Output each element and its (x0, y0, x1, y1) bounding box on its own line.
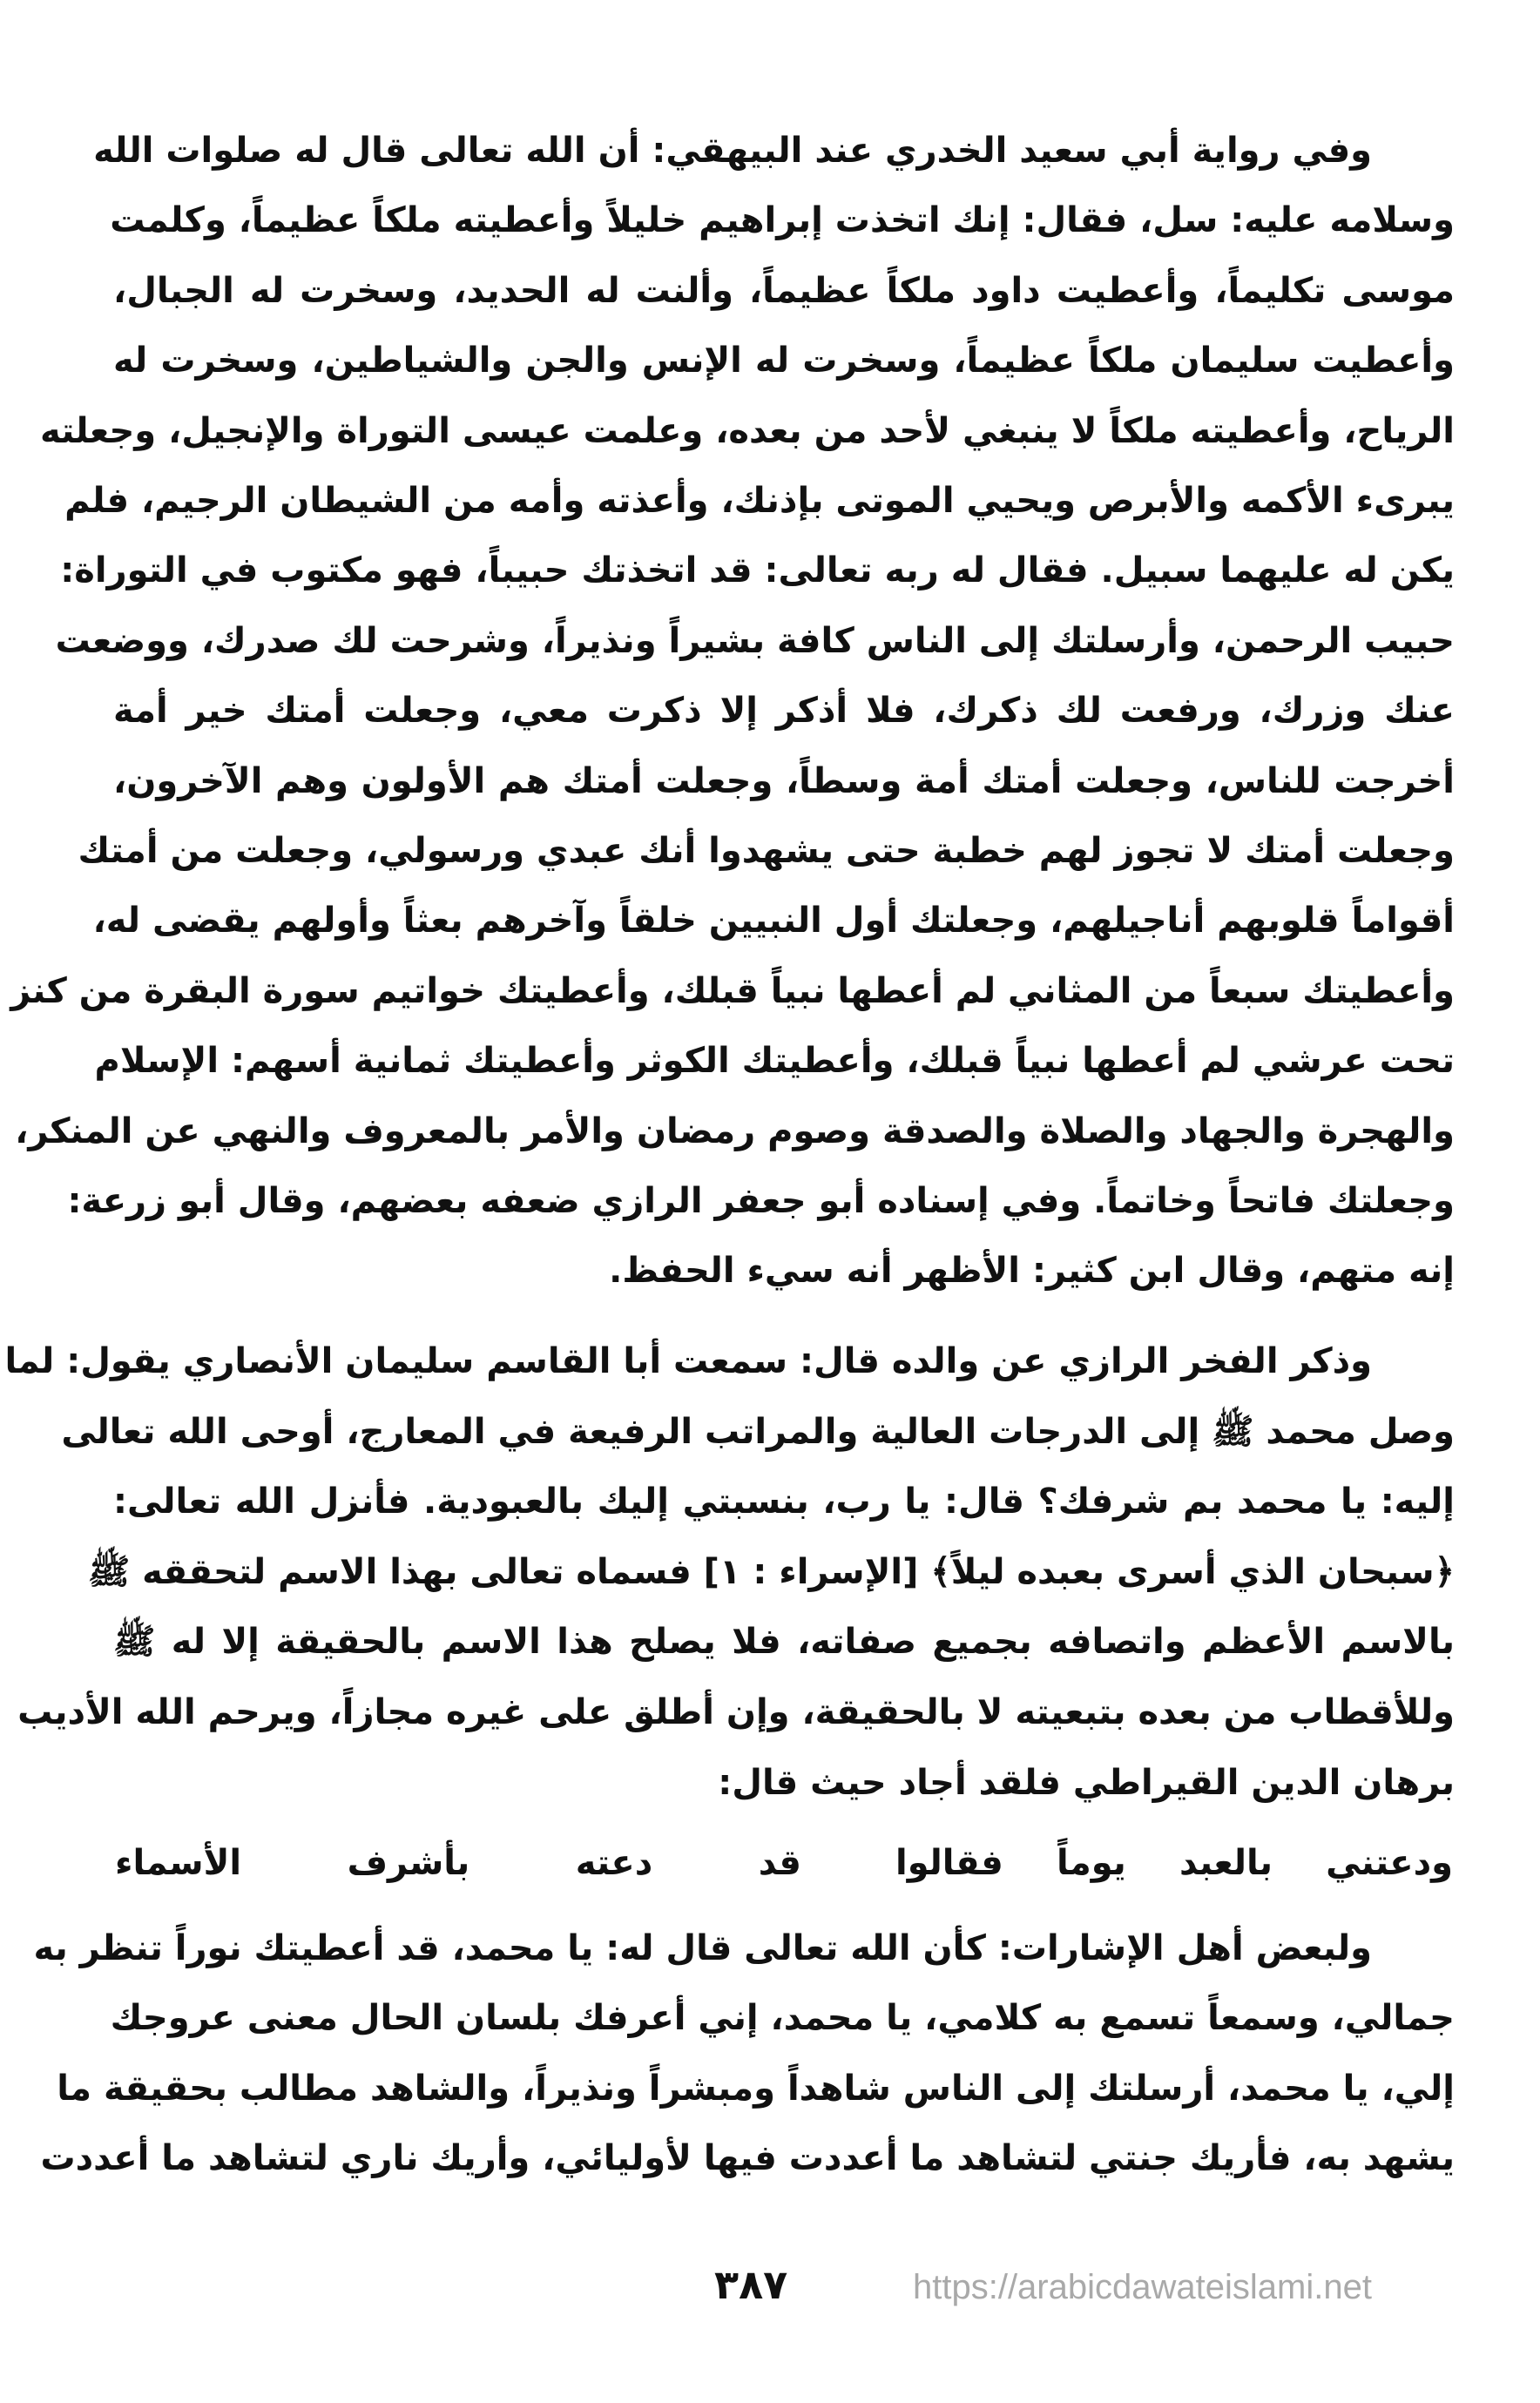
text-line: الرياح، وأعطيته ملكاً لا ينبغي لأحد من بعده، وعلمت عيسى التوراة والإنجيل، وجعلته (39, 410, 1455, 451)
text-line: وصل محمد ﷺ إلى الدرجات العالية والمراتب الرفيعة في المعارج، أوحى الله تعالى (61, 1411, 1455, 1452)
text-line: يشهد به، فأريك جنتي لتشاهد ما أعددت فيها لأوليائي، وأريك ناري لتشاهد ما أعددت (40, 2137, 1455, 2178)
text-line: وجعلتك فاتحاً وخاتماً. وفي إسناده أبو جعفر الرازي ضعفه بعضهم، وقال أبو زرعة: (67, 1181, 1455, 1221)
text-line: بالاسم الأعظم واتصافه بجميع صفاته، فلا يصلح هذا الاسم بالحقيقة إلا له ﷺ (113, 1622, 1455, 1663)
text-line: إنه متهم، وقال ابن كثير: الأظهر أنه سيء الحفظ. (609, 1251, 1455, 1292)
text-line: والهجرة والجهاد والصلاة والصدقة وصوم رمضان والأمر بالمعروف والنهي عن المنكر، (15, 1110, 1455, 1151)
text-line: حبيب الرحمن، وأرسلتك إلى الناس كافة بشيراً ونذيراً، وشرحت لك صدرك، ووضعت (55, 620, 1455, 661)
text-line: إليه: يا محمد بم شرفك؟ قال: يا رب، بنسبتي إليك بالعبودية. فأنزل الله تعالى: (113, 1482, 1455, 1522)
text-line: تحت عرشي لم أعطها نبياً قبلك، وأعطيتك الكوثر وأعطيتك ثمانية أسهم: الإسلام (94, 1041, 1455, 1082)
text-line: وأعطيتك سبعاً من المثاني لم أعطها نبياً قبلك، وأعطيتك خواتيم سورة البقرة من كنز (10, 970, 1455, 1011)
text-line: عنك وزرك، ورفعت لك ذكرك، فلا أذكر إلا ذكرت معي، وجعلت أمتك خير أمة (113, 691, 1455, 732)
text-line: ﴿سبحان الذي أسرى بعبده ليلاً﴾ [الإسراء : ١] فسماه تعالى بهذا الاسم لتحققه ﷺ (87, 1551, 1455, 1592)
text-line: ولبعض أهل الإشارات: كأن الله تعالى قال له: يا محمد، قد أعطيتك نوراً تنظر به (33, 1928, 1372, 1968)
text-line: إلي، يا محمد، أرسلتك إلى الناس شاهداً ومبشراً ونذيراً، والشاهد مطالب بحقيقة ما (57, 2068, 1455, 2109)
watermark-url: https://arabicdawateislami.net (913, 2268, 1372, 2306)
text-line: وذكر الفخر الرازي عن والده قال: سمعت أبا القاسم سليمان الأنصاري يقول: لما (4, 1341, 1372, 1381)
text-line: وجعلت أمتك لا تجوز لهم خطبة حتى يشهدوا أنك عبدي ورسولي، وجعلت من أمتك (78, 831, 1455, 871)
text-line: وللأقطاب من بعده بتبعيته لا بالحقيقة، وإن أطلق على غيره مجازاً، ويرحم الله الأديب (17, 1692, 1455, 1732)
text-line: يبرىء الأكمه والأبرص ويحيي الموتى بإذنك، وأعذته وأمه من الشيطان الرجيم، فلم (64, 481, 1455, 521)
text-line: يكن له عليهما سبيل. فقال له ربه تعالى: قد اتخذتك حبيباً، فهو مكتوب في التوراة: (60, 550, 1455, 591)
text-line: وسلامه عليه: سل، فقال: إنك اتخذت إبراهيم خليلاً وأعطيته ملكاً عظيماً، وكلمت (110, 200, 1455, 241)
text-line: وفي رواية أبي سعيد الخدري عند البيهقي: أن الله تعالى قال له صلوات الله (93, 131, 1372, 171)
verse-second-hemistich: قد دعته بأشرف الأسماء (115, 1843, 801, 1883)
text-line: جمالي، وسمعاً تسمع به كلامي، يا محمد، إني أعرفك بلسان الحال معنى عروجك (110, 1998, 1455, 2039)
text-line: برهان الدين القيراطي فلقد أجاد حيث قال: (718, 1762, 1455, 1803)
text-line: وأعطيت سليمان ملكاً عظيماً، وسخرت له الإنس والجن والشياطين، وسخرت له (113, 341, 1455, 381)
text-line: أقواماً قلوبهم أناجيلهم، وجعلتك أول النبيين خلقاً وآخرهم بعثاً وأولهم يقضى له، (92, 901, 1455, 942)
text-line: موسى تكليماً، وأعطيت داود ملكاً عظيماً، وألنت له الحديد، وسخرت له الجبال، (113, 270, 1455, 311)
page-number: ٣٨٧ (714, 2261, 788, 2308)
text-line: أخرجت للناس، وجعلت أمتك أمة وسطاً، وجعلت أمتك هم الأولون وهم الآخرون، (113, 760, 1455, 801)
verse-first-hemistich: ودعتني بالعبد يوماً فقالوا (895, 1843, 1453, 1883)
